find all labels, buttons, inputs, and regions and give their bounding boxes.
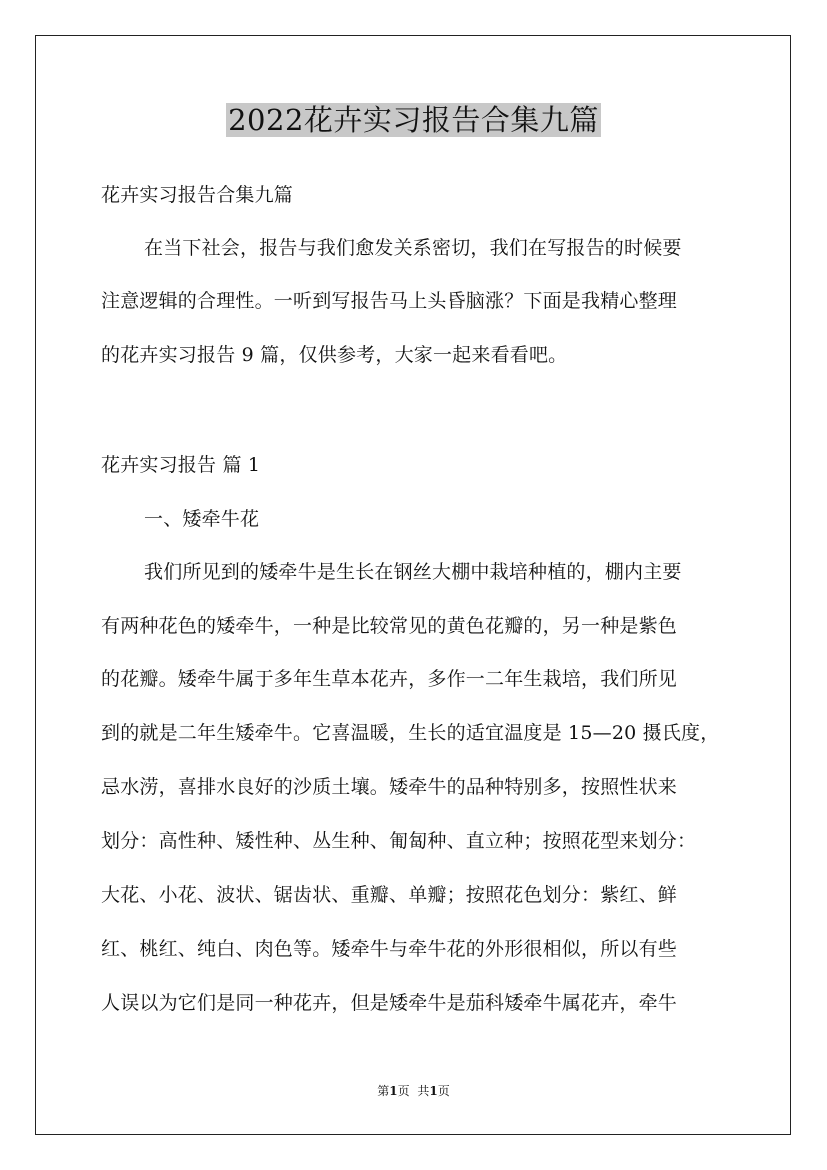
section-heading: 花卉实习报告 篇 1	[101, 454, 261, 476]
body-line-7: 大花、小花、波状、锯齿状、重瓣、单瓣；按照花色划分：紫红、鲜	[101, 884, 678, 906]
body-line-6: 划分：高性种、矮性种、丛生种、匍匐种、直立种；按照花型来划分：	[101, 830, 697, 852]
footer-page-number: 1	[389, 1084, 398, 1098]
footer-total-prefix: 共	[417, 1084, 430, 1098]
document-subtitle: 花卉实习报告合集九篇	[101, 184, 294, 206]
body-line-1: 我们所见到的矮牵牛是生长在钢丝大棚中栽培种植的，棚内主要	[144, 561, 682, 583]
body-line-2: 有两种花色的矮牵牛，一种是比较常见的黄色花瓣的，另一种是紫色	[101, 615, 678, 637]
body-line-5: 忌水涝，喜排水良好的沙质土壤。矮牵牛的品种特别多，按照性状来	[101, 776, 678, 798]
body-line-9: 人误以为它们是同一种花卉，但是矮牵牛是茄科矮牵牛属花卉，牵牛	[101, 992, 678, 1014]
body-line-8: 红、桃红、纯白、肉色等。矮牵牛与牵牛花的外形很相似，所以有些	[101, 938, 678, 960]
document-title: 2022花卉实习报告合集九篇	[228, 103, 599, 137]
intro-line-3: 的花卉实习报告 9 篇，仅供参考，大家一起来看看吧。	[101, 344, 568, 366]
intro-line-1: 在当下社会，报告与我们愈发关系密切，我们在写报告的时候要	[144, 237, 682, 259]
body-line-4: 到的就是二年生矮牵牛。它喜温暖，生长的适宜温度是 15—20 摄氏度，	[101, 722, 720, 744]
body-line-3: 的花瓣。矮牵牛属于多年生草本花卉，多作一二年生栽培，我们所见	[101, 668, 678, 690]
footer-total-suffix: 页	[437, 1084, 450, 1098]
footer-page-prefix: 第	[377, 1084, 390, 1098]
footer-page-suffix: 页	[397, 1084, 410, 1098]
intro-line-2: 注意逻辑的合理性。一听到写报告马上头昏脑涨？下面是我精心整理	[101, 290, 678, 312]
subsection-heading: 一、矮牵牛花	[144, 508, 260, 530]
document-title-wrapper	[0, 100, 827, 140]
footer-total-number: 1	[429, 1084, 438, 1098]
page-footer	[0, 1083, 827, 1099]
